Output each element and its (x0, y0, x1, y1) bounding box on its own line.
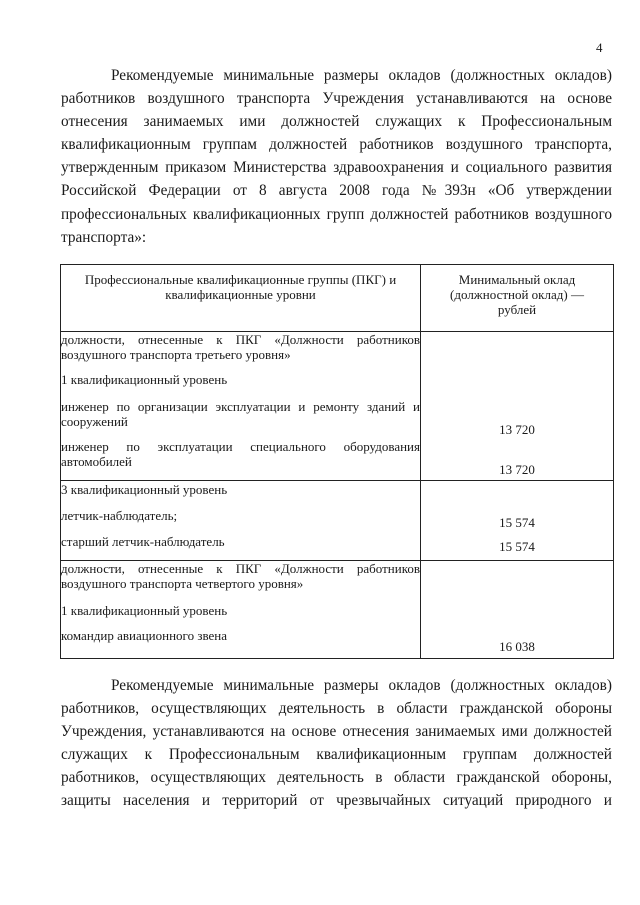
group2-cell (61, 561, 421, 659)
position-line: сооружений (61, 414, 128, 429)
position-line: командир авиационного звена (61, 628, 228, 643)
position-line: инженер по организации эксплуатации и ремонту зданий и (61, 399, 420, 414)
paragraph-line: защиты населения и территорий от чрезвычайных ситуаций природного и (61, 792, 612, 810)
paragraph-line: профессиональных квалификационных групп должностей работников воздушного (61, 205, 612, 223)
paragraph-line: Рекомендуемые минимальные размеры окладов (должностных окладов) (111, 677, 612, 694)
paragraph-line: квалификационным группам должностей работников воздушного транспорта, (61, 136, 612, 154)
group-title-line: должности, отнесенные к ПКГ «Должности работников (61, 561, 420, 576)
salary-value: 13 720 (499, 462, 535, 477)
level-label: 1 квалификационный уровень (61, 603, 228, 618)
salary-table (60, 264, 614, 659)
page-number: 4 (596, 40, 603, 55)
salary-value: 16 038 (499, 639, 535, 654)
paragraph-line: Российской Федерации от 8 августа 2008 года №393н «Об утверждении (61, 182, 612, 200)
salary-value: 13 720 (499, 422, 535, 437)
paragraph-line: Учреждения, устанавливаются на основе отнесения занимаемых ими должностей (61, 723, 612, 741)
table-row (61, 481, 614, 561)
paragraph-line: Рекомендуемые минимальные размеры окладов (должностных окладов) (111, 67, 612, 84)
paragraph-line: работников, осуществляющих деятельность в области гражданской обороны, (61, 769, 612, 787)
paragraph-line: транспорта»: (61, 228, 147, 246)
group1b-cell (61, 481, 421, 561)
group-title-line: должности, отнесенные к ПКГ «Должности работников (61, 332, 420, 347)
civil-defense-paragraph (61, 674, 612, 813)
position-line: автомобилей (61, 454, 132, 469)
table-row (61, 561, 614, 659)
group1-salary-cell (421, 332, 614, 481)
table-row (61, 332, 614, 481)
paragraph-line: служащих к Профессиональным квалификационным группам должностей (61, 746, 612, 764)
group1-cell (61, 332, 421, 481)
position-line: старший летчик-наблюдатель (61, 534, 225, 549)
header-line: квалификационные уровни (165, 287, 316, 302)
salary-value: 15 574 (499, 515, 535, 530)
header-line: (должностной оклад) — (450, 287, 584, 302)
level-label: 3 квалификационный уровень (61, 482, 228, 497)
position-line: инженер по эксплуатации специального оборудования (61, 439, 420, 454)
salary-value: 15 574 (499, 539, 535, 554)
group2-salary-cell (421, 561, 614, 659)
header-line: Профессиональные квалификационные группы (ПКГ) и (84, 272, 397, 287)
intro-paragraph (61, 64, 612, 249)
header-line: Минимальный оклад (458, 272, 576, 287)
paragraph-line: работников, осуществляющих деятельность в области гражданской обороны (61, 700, 612, 718)
header-line: рублей (497, 302, 537, 317)
paragraph-line: утвержденным приказом Министерства здравоохранения и социального развития (61, 159, 612, 177)
level-label: 1 квалификационный уровень (61, 372, 228, 387)
paragraph-line: отнесения занимаемых ими должностей служащих к Профессиональным (61, 113, 612, 131)
position-line: летчик-наблюдатель; (61, 508, 178, 523)
table-header-row (61, 265, 614, 332)
group-title-line: воздушного транспорта четвертого уровня» (61, 576, 304, 591)
group1b-salary-cell (421, 481, 614, 561)
header-pkg (61, 265, 421, 332)
paragraph-line: работников воздушного транспорта Учреждения устанавливаются на основе (61, 90, 612, 108)
header-salary (421, 265, 614, 332)
group-title-line: воздушного транспорта третьего уровня» (61, 347, 291, 362)
